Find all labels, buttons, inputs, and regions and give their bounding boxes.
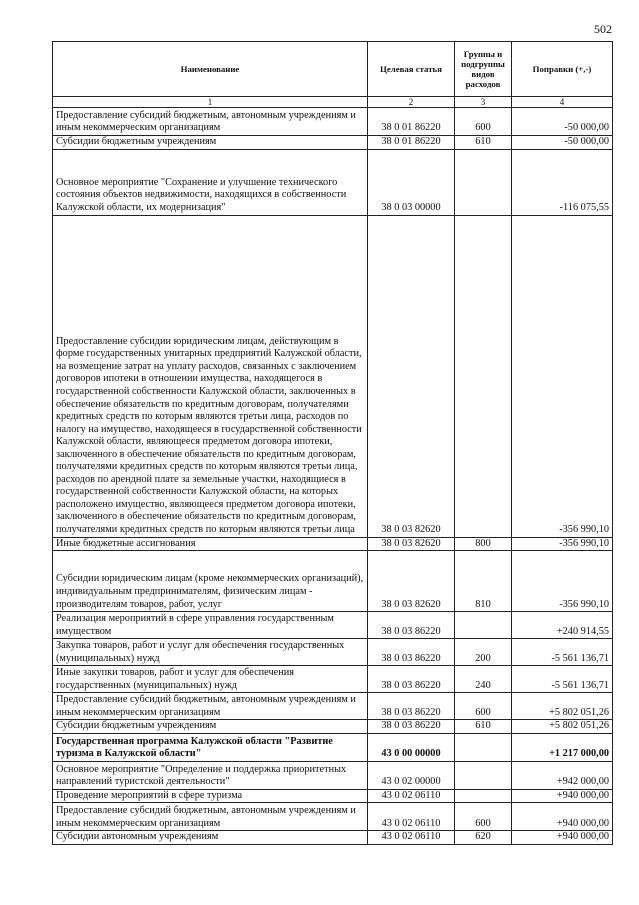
row-amendment: +5 802 051,26: [512, 693, 613, 720]
row-name: Субсидии бюджетным учреждениям: [53, 720, 368, 734]
row-expense-group: 200: [455, 639, 512, 666]
row-amendment: +5 802 051,26: [512, 720, 613, 734]
row-amendment: +940 000,00: [512, 831, 613, 845]
row-target-article: 38 0 01 86220: [368, 136, 455, 150]
row-expense-group: [455, 733, 512, 761]
row-target-article: 38 0 03 00000: [368, 149, 455, 215]
header-amendments: Поправки (+,-): [512, 42, 613, 97]
table-row: [53, 733, 613, 761]
table-row: [53, 789, 613, 803]
row-name: Проведение мероприятий в сфере туризма: [53, 789, 368, 803]
table-row: [53, 136, 613, 150]
row-amendment: +942 000,00: [512, 761, 613, 789]
row-name: Основное мероприятие "Определение и поддержка приоритетных направлений туристской деятельности": [53, 761, 368, 789]
table-row: [53, 803, 613, 831]
row-target-article: 43 0 02 06110: [368, 803, 455, 831]
header-name: Наименование: [53, 42, 368, 97]
row-expense-group: 610: [455, 720, 512, 734]
table-body: [53, 108, 613, 845]
table-row: [53, 693, 613, 720]
table-row: [53, 108, 613, 136]
row-expense-group: 620: [455, 831, 512, 845]
row-name: Реализация мероприятий в сфере управления государственным имуществом: [53, 612, 368, 639]
row-name: Иные закупки товаров, работ и услуг для обеспечения государственных (муниципальных) нужд: [53, 666, 368, 693]
row-target-article: 38 0 03 86220: [368, 693, 455, 720]
header-expense-groups: Группы и подгруппы видов расходов: [455, 42, 512, 97]
row-expense-group: 800: [455, 537, 512, 551]
row-amendment: +240 914,55: [512, 612, 613, 639]
row-name: Субсидии юридическим лицам (кроме некоммерческих организаций), индивидуальным предпринимателям, физическим лицам - производителям товаров, работ, услуг: [53, 551, 368, 612]
row-expense-group: 810: [455, 551, 512, 612]
row-name: Закупка товаров, работ и услуг для обеспечения государственных (муниципальных) нужд: [53, 639, 368, 666]
row-amendment: -5 561 136,71: [512, 639, 613, 666]
table-row: [53, 537, 613, 551]
row-name: Предоставление субсидий бюджетным, автономным учреждениям и иным некоммерческим организациям: [53, 693, 368, 720]
row-target-article: 38 0 03 86220: [368, 612, 455, 639]
row-name: Предоставление субсидий бюджетным, автономным учреждениям и иным некоммерческим организациям: [53, 108, 368, 136]
row-target-article: 43 0 00 00000: [368, 733, 455, 761]
row-target-article: 38 0 03 82620: [368, 551, 455, 612]
row-amendment: -116 075,55: [512, 149, 613, 215]
row-amendment: -356 990,10: [512, 537, 613, 551]
row-name: Субсидии бюджетным учреждениям: [53, 136, 368, 150]
row-expense-group: [455, 789, 512, 803]
row-expense-group: [455, 612, 512, 639]
row-expense-group: 240: [455, 666, 512, 693]
row-expense-group: 600: [455, 693, 512, 720]
column-number: 3: [455, 97, 512, 108]
row-amendment: -50 000,00: [512, 108, 613, 136]
row-target-article: 38 0 03 86220: [368, 720, 455, 734]
row-expense-group: 600: [455, 803, 512, 831]
row-target-article: 38 0 03 82620: [368, 537, 455, 551]
table-row: [53, 612, 613, 639]
row-name: Государственная программа Калужской области "Развитие туризма в Калужской области": [53, 733, 368, 761]
row-name: Предоставление субсидии юридическим лицам, действующим в форме государственных унитарных предприятий Калужской области, на возмещение затрат на уплату расходов, связанных с заключением договоров ипотеки в отношении имущества, находящегося в государственной собственности Калужской области, заключенных в обеспечение обязательств по кредитным договорам, получателями кредитных средств по которым являются третьи лица, расходов по налогу на имущество, находящееся в государственной собственности Калужской области, являющееся предметом договора ипотеки, заключенного в обеспечение обязательств по кредитным договорам, получателями кредитных средств по которым являются третьи лица, расходов по арендной плате за земельные участки, находящиеся в государственной собственности Калужской области, на которых расположено имущество, являющееся предметом договора ипотеки, заключенного в обеспечение обязательств по кредитным договорам, получателями кредитных средств по которым являются третьи лица: [53, 215, 368, 537]
budget-table: [52, 41, 613, 845]
table-row: [53, 639, 613, 666]
column-number: 4: [512, 97, 613, 108]
table-row: [53, 551, 613, 612]
row-target-article: 43 0 02 00000: [368, 761, 455, 789]
column-number: 2: [368, 97, 455, 108]
row-expense-group: [455, 761, 512, 789]
row-name: Иные бюджетные ассигнования: [53, 537, 368, 551]
row-amendment: -356 990,10: [512, 551, 613, 612]
table-row: [53, 720, 613, 734]
row-target-article: 38 0 03 82620: [368, 215, 455, 537]
table-row: [53, 149, 613, 215]
row-name: Предоставление субсидий бюджетным, автономным учреждениям и иным некоммерческим организациям: [53, 803, 368, 831]
header-row: [53, 42, 613, 97]
row-amendment: +940 000,00: [512, 803, 613, 831]
table-row: [53, 215, 613, 537]
row-expense-group: [455, 149, 512, 215]
row-target-article: 43 0 02 06110: [368, 831, 455, 845]
row-amendment: -5 561 136,71: [512, 666, 613, 693]
table-row: [53, 666, 613, 693]
row-amendment: +1 217 000,00: [512, 733, 613, 761]
table-row: [53, 831, 613, 845]
header-target-article: Целевая статья: [368, 42, 455, 97]
row-amendment: -50 000,00: [512, 136, 613, 150]
row-target-article: 38 0 01 86220: [368, 108, 455, 136]
row-target-article: 43 0 02 06110: [368, 789, 455, 803]
column-number: 1: [53, 97, 368, 108]
row-expense-group: [455, 215, 512, 537]
row-expense-group: 610: [455, 136, 512, 150]
row-expense-group: 600: [455, 108, 512, 136]
row-name: Основное мероприятие "Сохранение и улучшение технического состояния объектов недвижимости, находящихся в собственности Калужской области, их модернизация": [53, 149, 368, 215]
column-number-row: [53, 97, 613, 108]
row-amendment: +940 000,00: [512, 789, 613, 803]
row-name: Субсидии автономным учреждениям: [53, 831, 368, 845]
row-target-article: 38 0 03 86220: [368, 639, 455, 666]
row-target-article: 38 0 03 86220: [368, 666, 455, 693]
row-amendment: -356 990,10: [512, 215, 613, 537]
page-number: 502: [594, 22, 612, 36]
table-row: [53, 761, 613, 789]
